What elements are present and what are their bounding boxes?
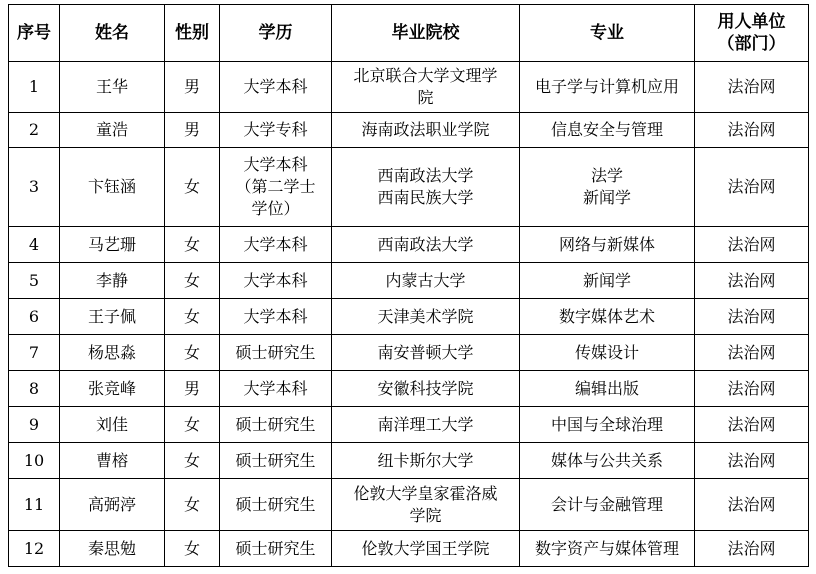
cell-education — [220, 62, 332, 113]
header-no: 序号 — [9, 5, 60, 62]
cell-school-line: 西南政法大学 — [377, 166, 474, 185]
cell-school — [332, 479, 520, 531]
cell-unit: 法治网 — [695, 148, 809, 227]
cell-school — [332, 113, 520, 148]
header-school: 毕业院校 — [332, 5, 520, 62]
table-row — [9, 371, 809, 407]
header-major: 专业 — [520, 5, 695, 62]
cell-major-line: 新闻学 — [582, 270, 631, 290]
cell-unit: 法治网 — [695, 479, 809, 531]
cell-no: 2 — [9, 113, 60, 148]
table-row — [9, 407, 809, 443]
cell-school-line: 北京联合大学文理学 — [353, 66, 498, 85]
cell-unit: 法治网 — [695, 531, 809, 567]
table-row — [9, 62, 809, 113]
cell-education — [220, 113, 332, 148]
header-row — [9, 5, 809, 62]
cell-no: 10 — [9, 443, 60, 479]
cell-name: 李静 — [60, 263, 165, 299]
header-education: 学历 — [220, 5, 332, 62]
cell-school-line: 西南政法大学 — [377, 234, 474, 254]
cell-school — [332, 62, 520, 113]
cell-no: 3 — [9, 148, 60, 227]
cell-name: 秦思勉 — [60, 531, 165, 567]
cell-unit: 法治网 — [695, 227, 809, 263]
cell-school — [332, 371, 520, 407]
cell-major-line: 会计与金融管理 — [550, 494, 663, 514]
cell-education — [220, 299, 332, 335]
cell-education-line: 大学本科 — [243, 155, 308, 174]
cell-education-line: 大学本科 — [243, 234, 308, 254]
cell-major — [520, 335, 695, 371]
cell-major — [520, 479, 695, 531]
cell-major-line: 新闻学 — [582, 188, 631, 207]
cell-education-line: 硕士研究生 — [235, 414, 316, 434]
cell-gender: 女 — [165, 263, 220, 299]
cell-gender: 女 — [165, 227, 220, 263]
cell-major — [520, 227, 695, 263]
header-name: 姓名 — [60, 5, 165, 62]
cell-school-line: 海南政法职业学院 — [361, 120, 490, 139]
cell-school-line: 西南民族大学 — [377, 188, 474, 207]
cell-major-line: 网络与新媒体 — [558, 234, 655, 254]
cell-education — [220, 371, 332, 407]
cell-major — [520, 443, 695, 479]
cell-education-line: 硕士研究生 — [235, 494, 316, 514]
cell-major-line: 信息安全与管理 — [550, 120, 663, 139]
table-row — [9, 299, 809, 335]
cell-major — [520, 113, 695, 148]
cell-school-line: 伦敦大学国王学院 — [361, 538, 490, 558]
cell-name: 王华 — [60, 62, 165, 113]
cell-education — [220, 335, 332, 371]
cell-major-line: 法学 — [590, 166, 623, 185]
cell-education-line: （第二学士 — [235, 177, 316, 196]
personnel-table — [8, 4, 809, 567]
table-row — [9, 443, 809, 479]
cell-name: 刘佳 — [60, 407, 165, 443]
cell-no: 4 — [9, 227, 60, 263]
cell-major-line: 编辑出版 — [574, 378, 639, 398]
cell-gender: 女 — [165, 407, 220, 443]
cell-education-line: 大学本科 — [243, 378, 308, 398]
table-row — [9, 148, 809, 227]
cell-major-line: 数字资产与媒体管理 — [534, 538, 679, 558]
cell-name: 王子佩 — [60, 299, 165, 335]
cell-education-line: 大学专科 — [243, 120, 308, 139]
cell-school-line: 内蒙古大学 — [385, 270, 466, 290]
cell-unit: 法治网 — [695, 371, 809, 407]
cell-major-line: 数字媒体艺术 — [558, 306, 655, 326]
cell-gender: 女 — [165, 299, 220, 335]
table-row — [9, 113, 809, 148]
cell-no: 11 — [9, 479, 60, 531]
cell-unit: 法治网 — [695, 407, 809, 443]
table-body — [9, 62, 809, 567]
cell-education-line: 大学本科 — [243, 77, 308, 96]
cell-major-line: 中国与全球治理 — [550, 414, 663, 434]
cell-name: 马艺珊 — [60, 227, 165, 263]
cell-major-line: 媒体与公共关系 — [550, 450, 663, 470]
cell-school — [332, 227, 520, 263]
cell-education-line: 硕士研究生 — [235, 342, 316, 362]
cell-no: 6 — [9, 299, 60, 335]
cell-unit: 法治网 — [695, 62, 809, 113]
cell-education-line: 硕士研究生 — [235, 450, 316, 470]
cell-unit: 法治网 — [695, 335, 809, 371]
cell-gender: 女 — [165, 335, 220, 371]
cell-major-line: 电子学与计算机应用 — [534, 77, 679, 96]
table-row — [9, 531, 809, 567]
cell-education — [220, 479, 332, 531]
cell-major — [520, 531, 695, 567]
cell-gender: 女 — [165, 479, 220, 531]
cell-school-line: 南安普顿大学 — [377, 342, 474, 362]
table-row — [9, 227, 809, 263]
cell-school — [332, 443, 520, 479]
cell-major-line: 传媒设计 — [574, 342, 639, 362]
cell-major — [520, 299, 695, 335]
cell-education-line: 大学本科 — [243, 270, 308, 290]
cell-school — [332, 407, 520, 443]
cell-school-line: 伦敦大学皇家霍洛威 — [353, 483, 498, 503]
cell-no: 7 — [9, 335, 60, 371]
table-wrapper — [8, 4, 809, 567]
table-row — [9, 263, 809, 299]
cell-gender: 男 — [165, 371, 220, 407]
cell-name: 曹榕 — [60, 443, 165, 479]
header-unit-line2: （部门） — [717, 34, 786, 54]
cell-gender: 女 — [165, 531, 220, 567]
cell-education — [220, 531, 332, 567]
cell-no: 1 — [9, 62, 60, 113]
cell-education — [220, 148, 332, 227]
cell-major — [520, 148, 695, 227]
cell-unit: 法治网 — [695, 443, 809, 479]
header-unit — [695, 5, 809, 62]
cell-school-line: 纽卡斯尔大学 — [377, 450, 474, 470]
cell-school — [332, 531, 520, 567]
cell-school-line: 天津美术学院 — [377, 306, 474, 326]
cell-unit: 法治网 — [695, 299, 809, 335]
cell-education — [220, 227, 332, 263]
cell-school — [332, 335, 520, 371]
cell-major — [520, 263, 695, 299]
cell-education-line: 大学本科 — [243, 306, 308, 326]
cell-school — [332, 299, 520, 335]
cell-name: 张竞峰 — [60, 371, 165, 407]
cell-unit: 法治网 — [695, 263, 809, 299]
table-row — [9, 479, 809, 531]
cell-school — [332, 263, 520, 299]
cell-major — [520, 407, 695, 443]
cell-education — [220, 407, 332, 443]
cell-school-line: 院 — [417, 88, 434, 107]
table-row — [9, 335, 809, 371]
cell-education — [220, 263, 332, 299]
cell-gender: 男 — [165, 113, 220, 148]
cell-education-line: 硕士研究生 — [235, 538, 316, 558]
cell-name: 卞钰涵 — [60, 148, 165, 227]
cell-no: 9 — [9, 407, 60, 443]
cell-major — [520, 371, 695, 407]
cell-no: 8 — [9, 371, 60, 407]
cell-unit: 法治网 — [695, 113, 809, 148]
header-unit-line1: 用人单位 — [717, 12, 786, 32]
cell-name: 童浩 — [60, 113, 165, 148]
cell-school-line: 安徽科技学院 — [377, 378, 474, 398]
cell-school — [332, 148, 520, 227]
cell-major — [520, 62, 695, 113]
cell-gender: 女 — [165, 443, 220, 479]
cell-gender: 女 — [165, 148, 220, 227]
cell-no: 12 — [9, 531, 60, 567]
cell-name: 杨思淼 — [60, 335, 165, 371]
cell-education-line: 学位） — [251, 199, 300, 218]
cell-school-line: 学院 — [409, 505, 442, 525]
cell-name: 高弼渟 — [60, 479, 165, 531]
cell-gender: 男 — [165, 62, 220, 113]
cell-no: 5 — [9, 263, 60, 299]
cell-education — [220, 443, 332, 479]
cell-school-line: 南洋理工大学 — [377, 414, 474, 434]
header-gender: 性别 — [165, 5, 220, 62]
